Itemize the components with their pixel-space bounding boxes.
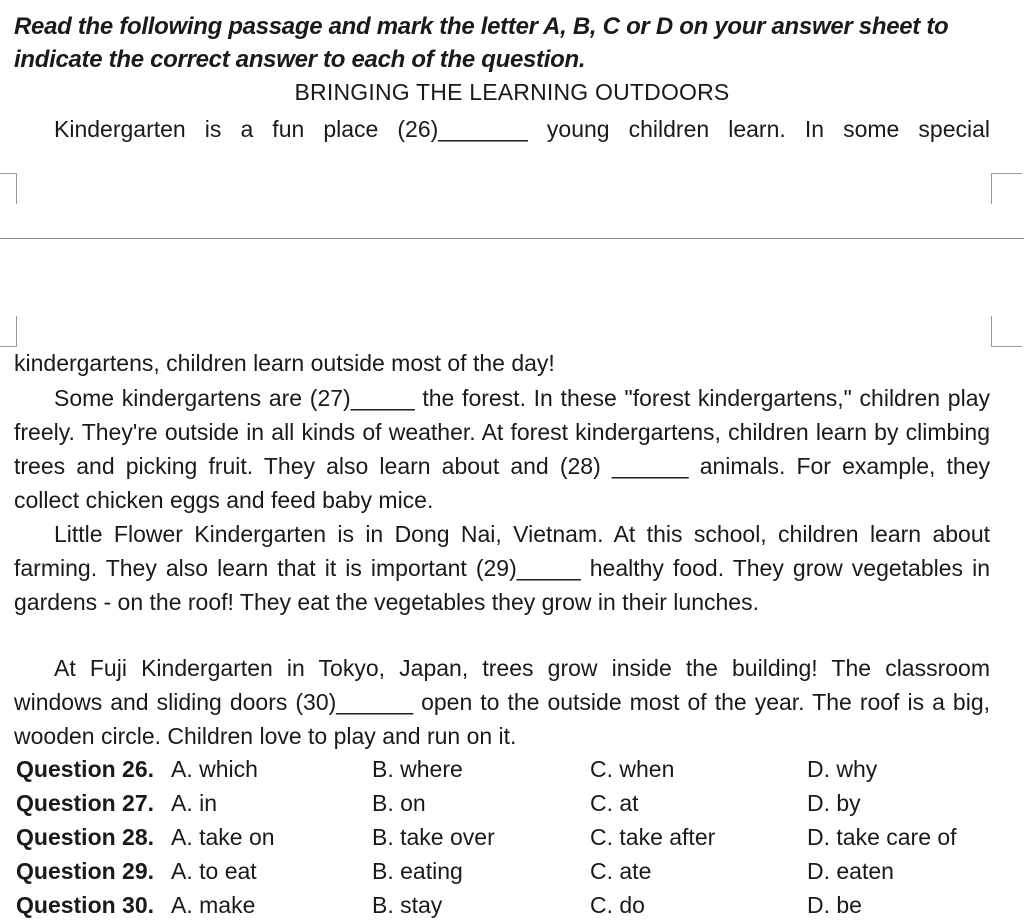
paragraph-1-line-2: kindergartens, children learn outside most of the day! (14, 350, 555, 376)
question-label: Question 27. (16, 790, 155, 816)
option-c: C. when (590, 756, 675, 782)
question-list (16, 752, 1016, 922)
question-row (16, 752, 1016, 786)
page-corner-mark-bottom-right (991, 316, 1022, 347)
question-label: Question 26. (16, 756, 155, 782)
question-label: Question 30. (16, 892, 155, 918)
question-label: Question 28. (16, 824, 155, 850)
option-a: A. which (171, 756, 258, 782)
page-corner-mark-top-right (991, 173, 1022, 204)
paragraph-3: Little Flower Kindergarten is in Dong Nai, Vietnam. At this school, children learn about farming. They also learn that it is important (29)_____ healthy food. They grow vegetables in gardens - on the roof! They eat the vegetables they grow in their lunches. (14, 521, 990, 615)
question-label: Question 29. (16, 858, 155, 884)
option-b: B. take over (372, 824, 495, 850)
question-row (16, 820, 1016, 854)
option-a: A. make (171, 892, 256, 918)
option-b: B. on (372, 790, 426, 816)
option-d: D. why (807, 756, 878, 782)
passage-title: BRINGING THE LEARNING OUTDOORS (294, 79, 730, 105)
option-d: D. take care of (807, 824, 957, 850)
page-corner-mark-top-left (0, 173, 17, 204)
paragraph-4: At Fuji Kindergarten in Tokyo, Japan, trees grow inside the building! The classroom windows and sliding doors (30)______ open to the outside most of the year. The roof is a big, wooden circle. Children love to play and run on it. (14, 655, 990, 749)
option-d: D. be (807, 892, 862, 918)
question-row (16, 854, 1016, 888)
option-a: A. take on (171, 824, 275, 850)
question-row (16, 786, 1016, 820)
option-c: C. ate (590, 858, 652, 884)
page-break-gap (0, 170, 1024, 346)
page-corner-mark-bottom-left (0, 316, 17, 347)
question-row (16, 888, 1016, 922)
option-d: D. by (807, 790, 861, 816)
option-b: B. stay (372, 892, 443, 918)
instructions: Read the following passage and mark the letter A, B, C or D on your answer sheet to indicate the correct answer to each of the question. (14, 13, 949, 73)
option-c: C. take after (590, 824, 716, 850)
page-divider-line (0, 238, 1024, 239)
option-c: C. at (590, 790, 639, 816)
option-d: D. eaten (807, 858, 894, 884)
option-a: A. in (171, 790, 218, 816)
option-b: B. eating (372, 858, 463, 884)
paragraph-2: Some kindergartens are (27)_____ the forest. In these "forest kindergartens," children play freely. They're outside in all kinds of weather. At forest kindergartens, children learn by climbing trees and picking fruit. They also learn about and (28) ______ animals. For example, they collect chicken eggs and feed baby mice. (14, 385, 990, 513)
option-c: C. do (590, 892, 645, 918)
paragraph-1-line-1: Kindergarten is a fun place (26)_______ young children learn. In some special (54, 116, 990, 142)
option-b: B. where (372, 756, 463, 782)
option-a: A. to eat (171, 858, 257, 884)
